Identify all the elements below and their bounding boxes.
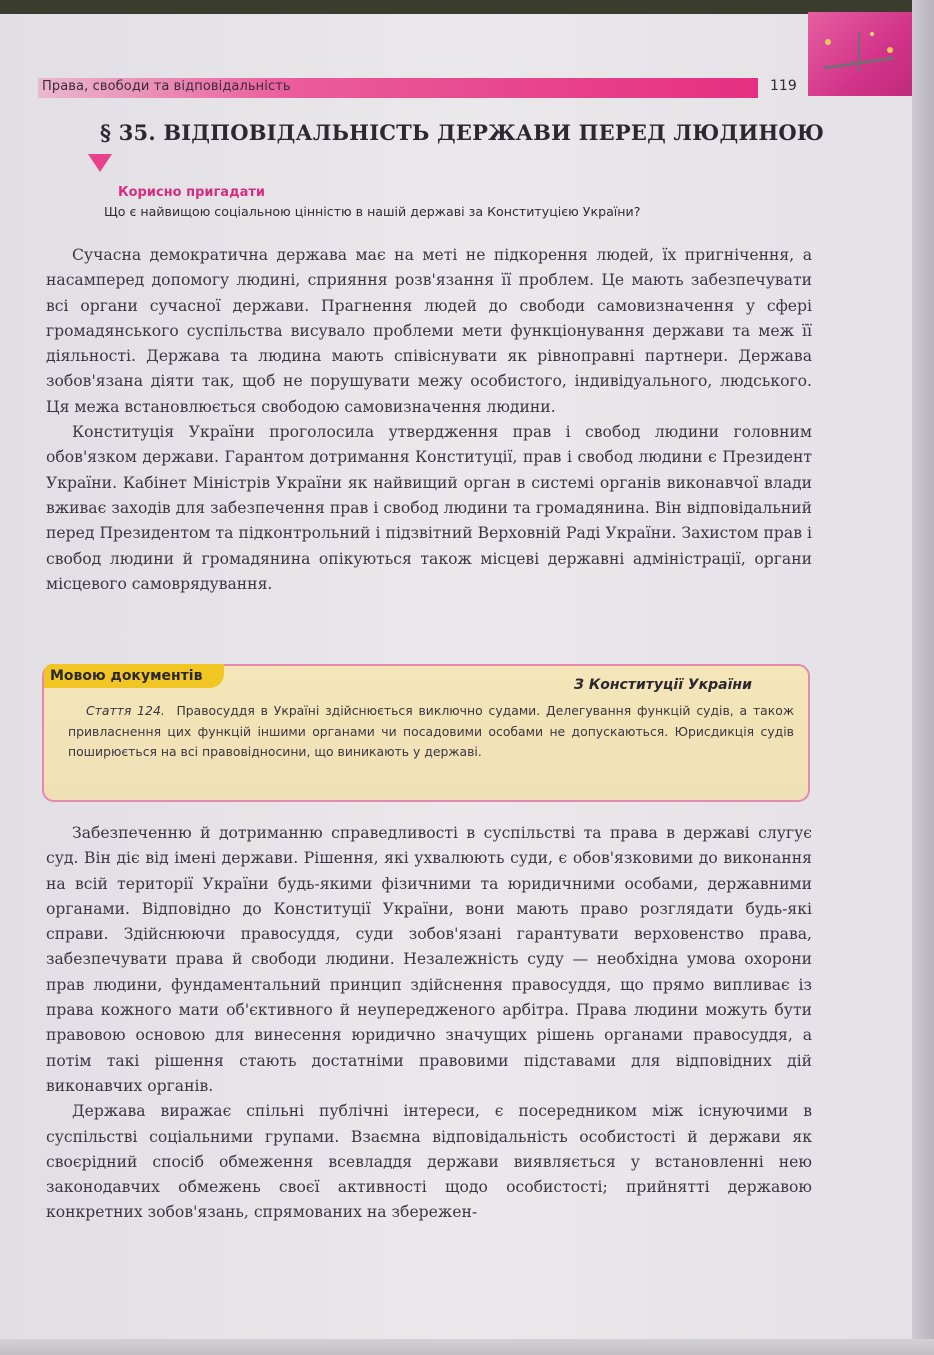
article-text: Правосуддя в Україні здійснюється виключно судами. Делегування функцій судів, а також привласнення цих функцій іншими органами чи посадовими особами не допускаються. Юрисдикція судів поширюється на всі правовідносини, що виникають у державі.	[68, 703, 794, 759]
document-box-label: Мовою документів	[44, 664, 224, 688]
section-title: § 35. ВІДПОВІДАЛЬНІСТЬ ДЕРЖАВИ ПЕРЕД ЛЮДИНОЮ	[100, 120, 825, 145]
paragraph: Забезпеченню й дотриманню справедливості в суспільстві та права в державі слугує суд. Він діє від імені держави. Рішення, які ухвалюють суди, є обов'язковими до виконання на всій території України будь-якими фізичними та юридичними особами, державними органами. Відповідно до Конституції України, вони мають право розглядати будь-які справи. Здійснюючи правосуддя, суди зобов'язані гарантувати верховенство права, забезпечувати права й свободи людини. Незалежність суду — необхідна умова охорони прав людини, фундаментальний принцип здійснення правосуддя, що прямо випливає із права кожного мати об'єктивного й неупередженого арбітра. Права людини можуть бути правовою основою для винесення юридично значущих рішень органами правосуддя, а потім такі рішення стають достатніми правовими підставами для відповідних дій виконавчих органів.	[46, 824, 812, 1095]
top-dark-strip	[0, 0, 934, 14]
recall-question: Що є найвищою соціальною цінністю в нашій державі за Конституцією України?	[104, 204, 641, 219]
page-right-edge	[912, 0, 934, 1355]
document-source: З Конституції України	[574, 677, 752, 693]
corner-tab	[808, 12, 912, 96]
article-number: Стаття 124.	[86, 703, 165, 718]
paragraph: Держава виражає спільні публічні інтереси, є посередником між існуючими в суспільстві соціальними групами. Взаємна відповідальність особистості й держави як своєрідний спосіб обмеження всевладдя держави виявляється у встановленні нею законодавчих обмежень своєї активності щодо особистості; прийнятті державою конкретних зобов'язань, спрямованих на збережен-	[46, 1102, 812, 1222]
page-bottom-edge	[0, 1339, 934, 1355]
running-head: Права, свободи та відповідальність	[42, 79, 291, 94]
page-number: 119	[770, 78, 797, 94]
document-text	[68, 701, 794, 763]
recall-heading: Корисно пригадати	[118, 185, 265, 200]
pink-down-triangle-icon	[86, 152, 114, 174]
body-text-bottom	[46, 821, 812, 1226]
paragraph: Конституція України проголосила утвердження прав і свобод людини головним обов'язком держави. Гарантом дотримання Конституції, прав і свобод людини є Президент України. Кабінет Міністрів України як найвищий орган в системі органів виконавчої влади вживає заходів для забезпечення прав і свобод людини та громадянина. Він відповідальний перед Президентом та підконтрольний і підзвітний Верховній Раді України. Захистом прав і свобод людини й громадянина опікуються також місцеві державні адміністрації, органи місцевого самоврядування.	[46, 423, 812, 593]
scales-emblem-icon	[808, 12, 912, 96]
body-text-top	[46, 243, 812, 597]
paragraph: Сучасна демократична держава має на меті не підкорення людей, їх пригнічення, а насамперед допомогу людині, сприяння розв'язання її проблем. Це мають забезпечувати всі органи сучасної держави. Прагнення людей до свободи самовизначення у сфері громадянського суспільства висувало проблеми мети функціонування держави та меж її діяльності. Держава та людина мають співіснувати як рівноправні партнери. Держава зобов'язана діяти так, щоб не порушувати межу особистого, індивідуального, людського. Ця межа встановлюється свободою самовизначення людини.	[46, 246, 812, 416]
